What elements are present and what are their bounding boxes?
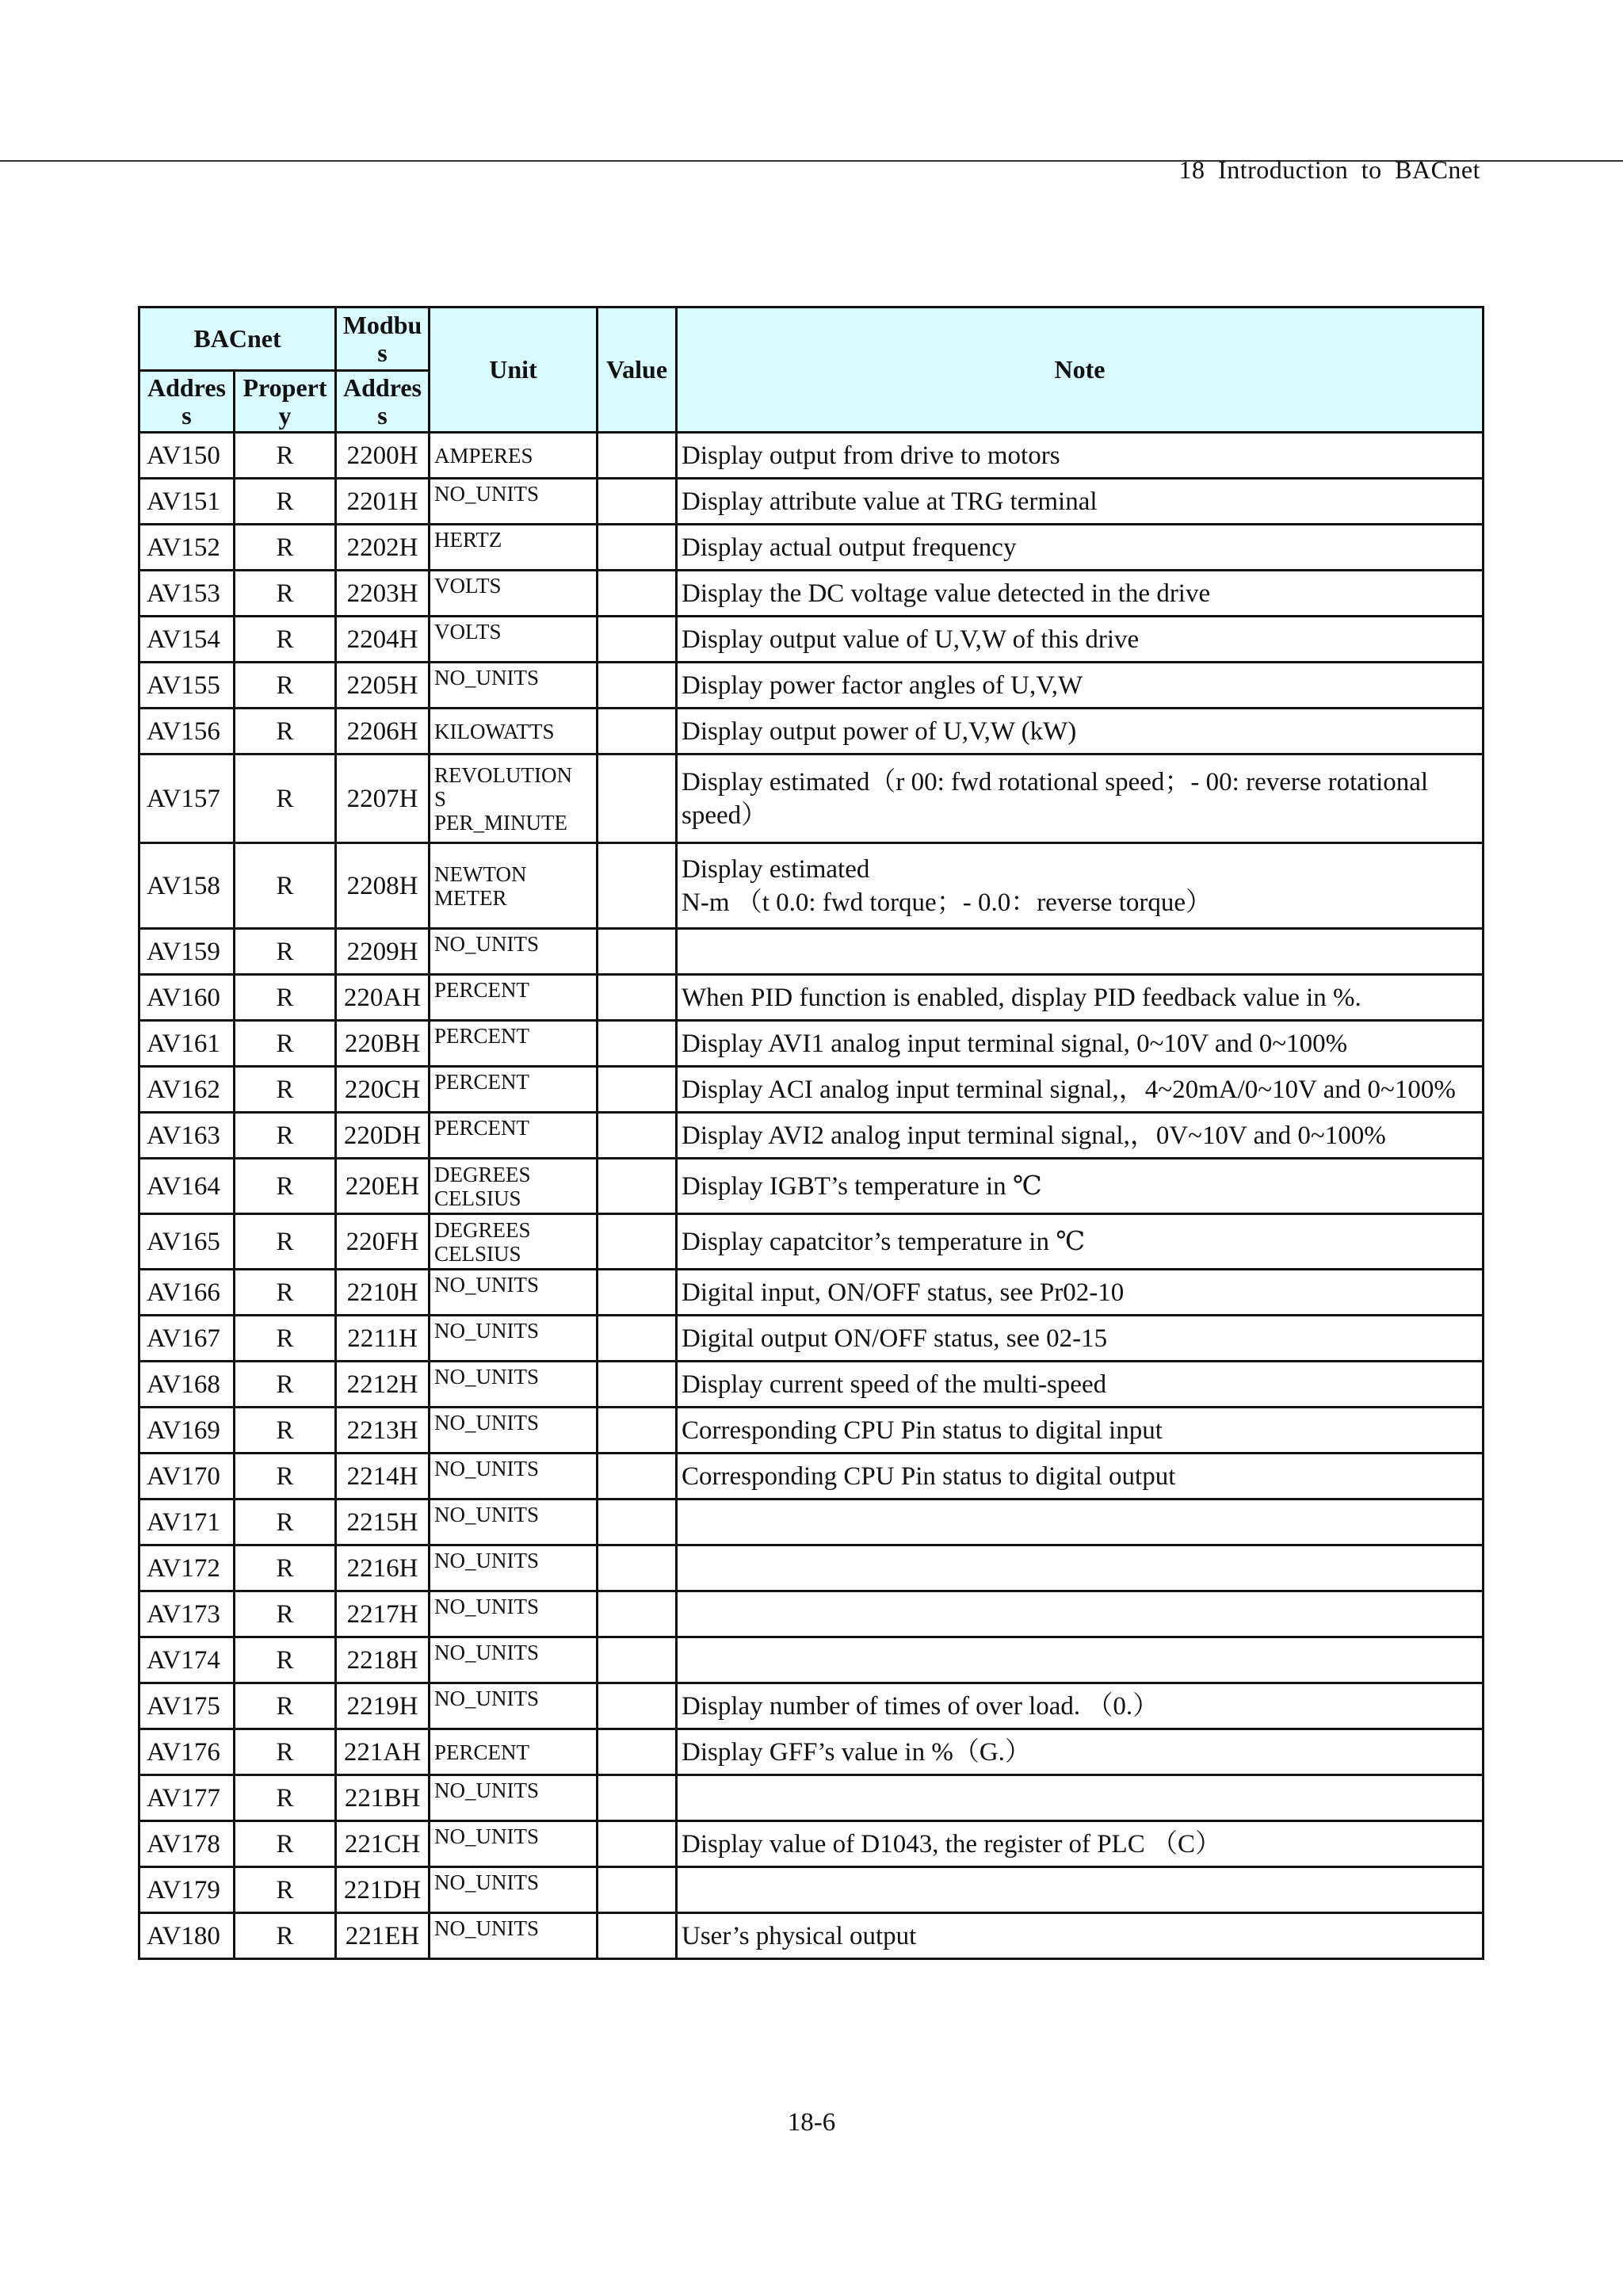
note-cell [677,1867,1484,1913]
table-row [139,479,1484,525]
table-row [139,571,1484,617]
table-row [139,1270,1484,1316]
note-cell: Display actual output frequency [677,525,1484,571]
modbus-address-cell: 2208H [336,843,430,929]
value-cell [598,571,677,617]
table-row [139,1499,1484,1545]
unit-cell: PERCENT [430,1067,598,1113]
table-row [139,1545,1484,1591]
unit-cell: AMPERES [430,433,598,479]
bacnet-address-cell: AV158 [139,843,235,929]
modbus-address-cell: 2212H [336,1362,430,1408]
property-cell: R [235,1683,336,1729]
value-cell [598,843,677,929]
bacnet-address-cell: AV174 [139,1637,235,1683]
value-cell [598,1499,677,1545]
property-cell: R [235,617,336,663]
note-cell [677,1637,1484,1683]
property-cell: R [235,1113,336,1159]
note-cell: When PID function is enabled, display PID feedback value in %. [677,975,1484,1021]
unit-cell: NO_UNITS [430,1499,598,1545]
table-row [139,929,1484,975]
table-row [139,1159,1484,1214]
bacnet-register-table [138,306,1484,1960]
note-cell: Display IGBT’s temperature in ℃ [677,1159,1484,1214]
header-address: Addres s [139,371,235,433]
property-cell: R [235,1775,336,1821]
bacnet-address-cell: AV172 [139,1545,235,1591]
property-cell: R [235,1316,336,1362]
unit-cell: NO_UNITS [430,1545,598,1591]
unit-cell: REVOLUTION S PER_MINUTE [430,755,598,843]
bacnet-address-cell: AV167 [139,1316,235,1362]
value-cell [598,1867,677,1913]
modbus-address-cell: 2209H [336,929,430,975]
property-cell: R [235,1637,336,1683]
table-row [139,709,1484,755]
note-cell [677,1499,1484,1545]
value-cell [598,1270,677,1316]
value-cell [598,1214,677,1270]
bacnet-address-cell: AV162 [139,1067,235,1113]
modbus-address-cell: 2202H [336,525,430,571]
bacnet-address-cell: AV169 [139,1408,235,1454]
table-row [139,1408,1484,1454]
table-row [139,1021,1484,1067]
bacnet-address-cell: AV173 [139,1591,235,1637]
modbus-address-cell: 2206H [336,709,430,755]
note-cell: Display GFF’s value in %（G.） [677,1729,1484,1775]
modbus-address-cell: 2204H [336,617,430,663]
bacnet-address-cell: AV165 [139,1214,235,1270]
note-cell: Display the DC voltage value detected in the drive [677,571,1484,617]
value-cell [598,709,677,755]
table-row [139,843,1484,929]
bacnet-address-cell: AV151 [139,479,235,525]
table-row [139,1913,1484,1959]
unit-cell: DEGREES CELSIUS [430,1214,598,1270]
bacnet-address-cell: AV163 [139,1113,235,1159]
unit-cell: VOLTS [430,571,598,617]
property-cell: R [235,571,336,617]
note-cell: Display current speed of the multi-speed [677,1362,1484,1408]
bacnet-address-cell: AV155 [139,663,235,709]
unit-cell: HERTZ [430,525,598,571]
note-cell: Display estimated（r 00: fwd rotational speed；- 00: reverse rotational speed） [677,755,1484,843]
table-row [139,1867,1484,1913]
table-row [139,1683,1484,1729]
table-row [139,1113,1484,1159]
modbus-address-cell: 2210H [336,1270,430,1316]
modbus-address-cell: 220EH [336,1159,430,1214]
unit-cell: NO_UNITS [430,1683,598,1729]
value-cell [598,1729,677,1775]
unit-cell: KILOWATTS [430,709,598,755]
table-row [139,617,1484,663]
unit-cell: PERCENT [430,975,598,1021]
table-row [139,1362,1484,1408]
value-cell [598,1021,677,1067]
unit-cell: NO_UNITS [430,1316,598,1362]
modbus-address-cell: 2200H [336,433,430,479]
unit-cell: NO_UNITS [430,1270,598,1316]
property-cell: R [235,1067,336,1113]
bacnet-address-cell: AV180 [139,1913,235,1959]
modbus-address-cell: 221CH [336,1821,430,1867]
value-cell [598,929,677,975]
property-cell: R [235,843,336,929]
note-cell: Display output power of U,V,W (kW) [677,709,1484,755]
note-cell: Digital output ON/OFF status, see 02-15 [677,1316,1484,1362]
property-cell: R [235,1454,336,1499]
note-cell: Display value of D1043, the register of PLC （C） [677,1821,1484,1867]
property-cell: R [235,1159,336,1214]
note-cell [677,929,1484,975]
note-cell: Digital input, ON/OFF status, see Pr02-10 [677,1270,1484,1316]
table-row [139,1637,1484,1683]
property-cell: R [235,975,336,1021]
modbus-address-cell: 2217H [336,1591,430,1637]
table-row [139,975,1484,1021]
value-cell [598,1775,677,1821]
bacnet-address-cell: AV159 [139,929,235,975]
bacnet-address-cell: AV171 [139,1499,235,1545]
value-cell [598,1113,677,1159]
note-cell: Display attribute value at TRG terminal [677,479,1484,525]
bacnet-address-cell: AV154 [139,617,235,663]
note-cell: Display AVI1 analog input terminal signal, 0~10V and 0~100% [677,1021,1484,1067]
modbus-address-cell: 220CH [336,1067,430,1113]
modbus-address-cell: 2211H [336,1316,430,1362]
unit-cell: PERCENT [430,1729,598,1775]
modbus-address-cell: 221AH [336,1729,430,1775]
table-row [139,1454,1484,1499]
table-row [139,433,1484,479]
note-cell: Display output value of U,V,W of this drive [677,617,1484,663]
property-cell: R [235,479,336,525]
bacnet-address-cell: AV161 [139,1021,235,1067]
header-modbus-address: Addres s [336,371,430,433]
unit-cell: NO_UNITS [430,1408,598,1454]
unit-cell: NEWTON METER [430,843,598,929]
property-cell: R [235,1821,336,1867]
unit-cell: NO_UNITS [430,1775,598,1821]
modbus-address-cell: 2203H [336,571,430,617]
note-cell: Display estimated N-m （t 0.0: fwd torque；- 0.0：reverse torque） [677,843,1484,929]
property-cell: R [235,1408,336,1454]
bacnet-address-cell: AV164 [139,1159,235,1214]
value-cell [598,617,677,663]
value-cell [598,525,677,571]
bacnet-address-cell: AV153 [139,571,235,617]
note-cell: Display number of times of over load. （0.） [677,1683,1484,1729]
value-cell [598,1362,677,1408]
property-cell: R [235,1362,336,1408]
value-cell [598,1067,677,1113]
bacnet-address-cell: AV179 [139,1867,235,1913]
value-cell [598,1545,677,1591]
bacnet-address-cell: AV166 [139,1270,235,1316]
modbus-address-cell: 221EH [336,1913,430,1959]
table-body [139,433,1484,1959]
value-cell [598,1316,677,1362]
note-cell: Corresponding CPU Pin status to digital input [677,1408,1484,1454]
table-row [139,1821,1484,1867]
note-cell [677,1775,1484,1821]
unit-cell: NO_UNITS [430,929,598,975]
modbus-address-cell: 2218H [336,1637,430,1683]
property-cell: R [235,929,336,975]
value-cell [598,1913,677,1959]
note-cell: Display capatcitor’s temperature in ℃ [677,1214,1484,1270]
modbus-address-cell: 2214H [336,1454,430,1499]
table-row [139,1729,1484,1775]
unit-cell: DEGREES CELSIUS [430,1159,598,1214]
note-cell: Display power factor angles of U,V,W [677,663,1484,709]
bacnet-address-cell: AV170 [139,1454,235,1499]
modbus-address-cell: 2201H [336,479,430,525]
property-cell: R [235,1913,336,1959]
value-cell [598,975,677,1021]
bacnet-address-cell: AV160 [139,975,235,1021]
header-note: Note [677,308,1484,433]
value-cell [598,1159,677,1214]
value-cell [598,1821,677,1867]
value-cell [598,1408,677,1454]
table-row [139,1775,1484,1821]
table-row [139,1214,1484,1270]
unit-cell: PERCENT [430,1021,598,1067]
table-row [139,1316,1484,1362]
bacnet-address-cell: AV156 [139,709,235,755]
modbus-address-cell: 2213H [336,1408,430,1454]
modbus-address-cell: 2219H [336,1683,430,1729]
value-cell [598,479,677,525]
property-cell: R [235,433,336,479]
note-cell: Corresponding CPU Pin status to digital output [677,1454,1484,1499]
property-cell: R [235,709,336,755]
bacnet-address-cell: AV168 [139,1362,235,1408]
unit-cell: VOLTS [430,617,598,663]
modbus-address-cell: 220DH [336,1113,430,1159]
property-cell: R [235,525,336,571]
unit-cell: NO_UNITS [430,663,598,709]
table-row [139,663,1484,709]
page-number: 18-6 [787,2108,836,2137]
modbus-address-cell: 221BH [336,1775,430,1821]
header-unit: Unit [430,308,598,433]
unit-cell: PERCENT [430,1113,598,1159]
value-cell [598,1591,677,1637]
table-row [139,525,1484,571]
property-cell: R [235,1591,336,1637]
value-cell [598,1454,677,1499]
modbus-address-cell: 220AH [336,975,430,1021]
bacnet-address-cell: AV175 [139,1683,235,1729]
property-cell: R [235,1270,336,1316]
bacnet-address-cell: AV178 [139,1821,235,1867]
unit-cell: NO_UNITS [430,1913,598,1959]
bacnet-address-cell: AV152 [139,525,235,571]
running-header: 18 Introduction to BACnet [1178,155,1480,184]
bacnet-address-cell: AV150 [139,433,235,479]
modbus-address-cell: 2207H [336,755,430,843]
value-cell [598,1683,677,1729]
note-cell: Display AVI2 analog input terminal signal,，0V~10V and 0~100% [677,1113,1484,1159]
note-cell [677,1545,1484,1591]
property-cell: R [235,1021,336,1067]
unit-cell: NO_UNITS [430,1867,598,1913]
note-cell: Display output from drive to motors [677,433,1484,479]
modbus-address-cell: 2215H [336,1499,430,1545]
unit-cell: NO_UNITS [430,479,598,525]
property-cell: R [235,1545,336,1591]
property-cell: R [235,755,336,843]
unit-cell: NO_UNITS [430,1362,598,1408]
bacnet-address-cell: AV157 [139,755,235,843]
property-cell: R [235,1499,336,1545]
property-cell: R [235,1729,336,1775]
property-cell: R [235,1214,336,1270]
header-value: Value [598,308,677,433]
bacnet-address-cell: AV176 [139,1729,235,1775]
modbus-address-cell: 220BH [336,1021,430,1067]
modbus-address-cell: 220FH [336,1214,430,1270]
property-cell: R [235,1867,336,1913]
table-row [139,1591,1484,1637]
unit-cell: NO_UNITS [430,1637,598,1683]
header-modbus: Modbu s [336,308,430,371]
note-cell: User’s physical output [677,1913,1484,1959]
bacnet-address-cell: AV177 [139,1775,235,1821]
table-row [139,755,1484,843]
header-bacnet: BACnet [139,308,336,371]
note-cell [677,1591,1484,1637]
unit-cell: NO_UNITS [430,1821,598,1867]
value-cell [598,663,677,709]
value-cell [598,755,677,843]
header-property: Propert y [235,371,336,433]
value-cell [598,433,677,479]
property-cell: R [235,663,336,709]
unit-cell: NO_UNITS [430,1591,598,1637]
modbus-address-cell: 2216H [336,1545,430,1591]
table-row [139,1067,1484,1113]
value-cell [598,1637,677,1683]
modbus-address-cell: 221DH [336,1867,430,1913]
modbus-address-cell: 2205H [336,663,430,709]
note-cell: Display ACI analog input terminal signal,，4~20mA/0~10V and 0~100% [677,1067,1484,1113]
unit-cell: NO_UNITS [430,1454,598,1499]
